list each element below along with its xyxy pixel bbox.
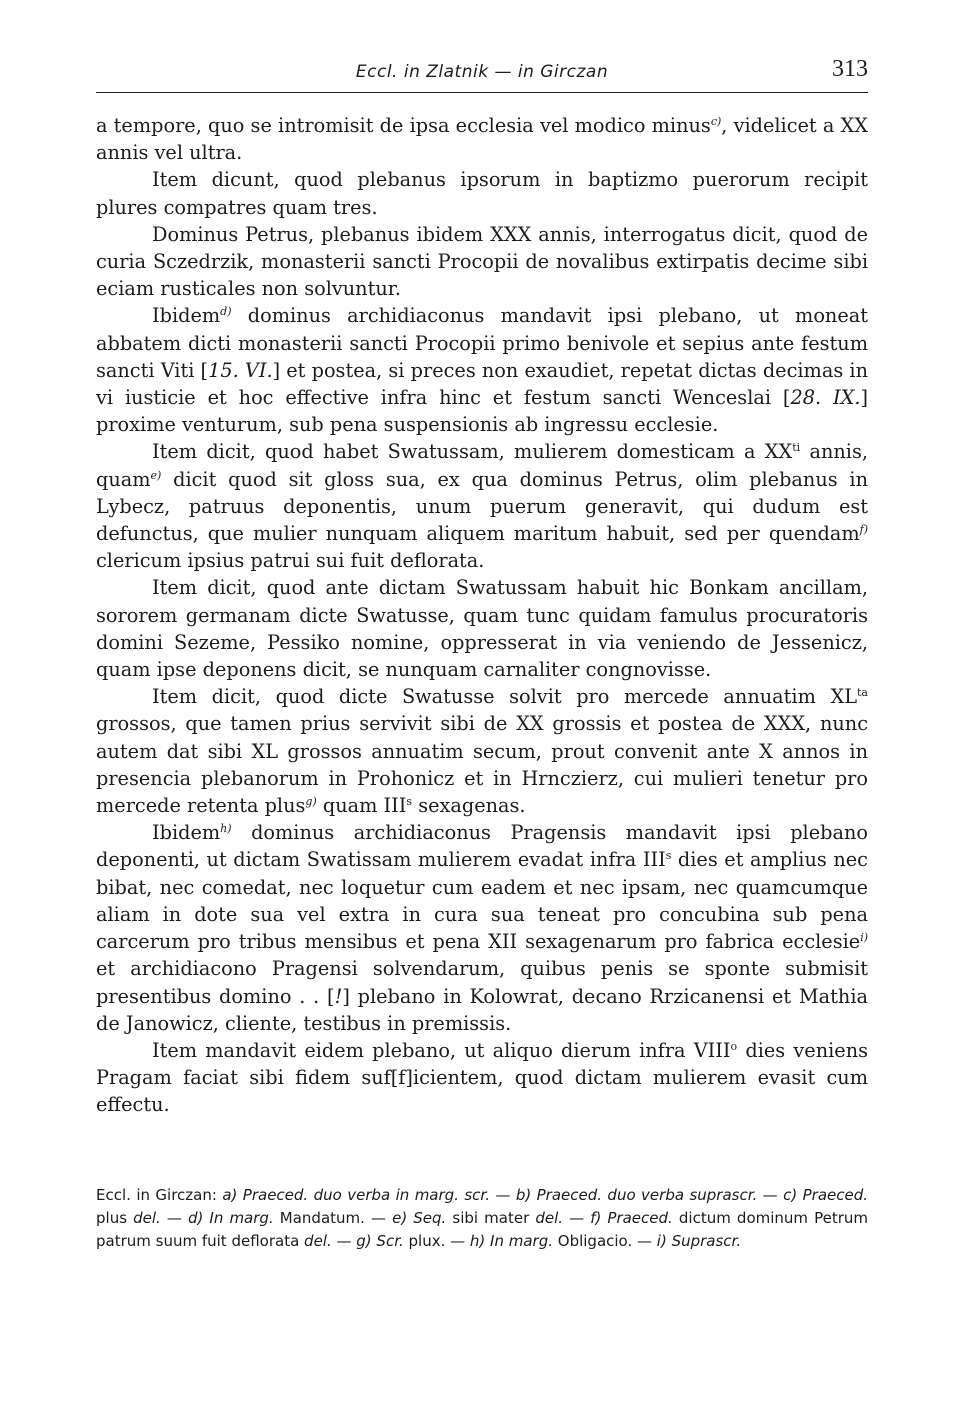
date-note: 15. VI. [208, 358, 273, 382]
footnote-h: h) In marg. [469, 1232, 553, 1250]
paragraph-8: Ibidem$^{h)}$ dominus archidiaconus Pragensis mandavit ipsi plebano deponenti, ut dictam Swatissam mulierem evadat infra III$^s$ dies et amplius nec bibat, nec comedat, nec loquetur cum eadem et nec ipsam, nec quamcumque aliam in dote sua vel extra in cura sua teneat pro concubina sub pena carcerum pro tribus mensibus et pena XII sexagenarum pro fabrica ecclesie$^{i)}$ et archidiacono Pragensi solvendarum, quibus penis se sponte submisit presentibus domino . . [!] plebano in Kolowrat, decano Rrzicanensi et Mathia de Janowicz, cliente, testibus in premissis. [96, 821, 868, 1035]
footnote-block: Eccl. in Girczan: a) Praeced. duo verba in marg. scr. — b) Praeced. duo verba suprascr. — c) Praeced. plus del. — d) In marg. Mandatum. — e) Seq. sibi mater del. — f) Praeced. dictum dominum Petrum patrum suum fuit deflorata del. — g) Scr. plux. — h) In marg. Obligacio. — i) Suprascr. [96, 1186, 869, 1250]
footnote-ref: g) [305, 795, 317, 809]
paragraph-6: Item dicit, quod ante dictam Swatussam habuit hic Bonkam ancillam, sororem germanam dicte Swatusse, quam tunc quidam famulus procuratoris domini Sezeme, Pessiko nomine, oppresserat in via veniendo de Jessenicz, quam ipse deponens dicit, se nunquam carnaliter congnovisse. [96, 576, 868, 682]
footnote-ref: f) [859, 523, 868, 537]
editorial-mark: ! [334, 984, 343, 1008]
superscript: o [730, 1039, 738, 1053]
paragraph-4: Ibidem$^{d)}$ dominus archidiaconus mandavit ipsi plebano, ut moneat abbatem dicti monasterii sancti Procopii primo benivole et sepius ante festum sancti Viti [15. VI.] et postea, si preces non exaudiet, repetat dictas decimas in vi iusticie et hoc effective infra hinc et festum sancti Wenceslai [28. IX.] proxime venturum, sub pena suspensionis ab ingressu ecclesie. [96, 304, 869, 437]
superscript: s [665, 849, 672, 863]
paragraph-9: Item mandavit eidem plebano, ut aliquo dierum infra VIII$^o$ dies veniens Pragam faciat sibi fidem suf[f]icientem, quod dictam mulierem evasit cum effectu. [96, 1038, 869, 1117]
footnote-ref: e) [150, 468, 162, 482]
footnote-ref: d) [220, 305, 232, 319]
superscript: ta [857, 686, 868, 700]
footnote-e: e) Seq. [392, 1209, 447, 1227]
footnote-f: f) Praeced. [590, 1209, 673, 1227]
footnote-ref: c) [710, 115, 722, 128]
paragraph-7: Item dicit, quod dicte Swatusse solvit pro mercede annuatim $XL^{ta}$ grossos, que tamen prius servivit sibi de XX grossis et postea de XXX, nunc autem dat sibi XL grossos annuatim secum, prout convenit ante X annos in presencia plebanorum in Prohonicz et in Hrnczierz, cui mulieri tenetur pro mercede retenta plus$^{g)}$ quam III$^s$ sexagenas. [96, 685, 868, 818]
page-number: 313 [832, 56, 868, 82]
superscript: s [406, 795, 413, 809]
footnote-ref: h) [220, 822, 232, 836]
date-note: 28. IX. [790, 386, 861, 410]
main-text [96, 112, 868, 1119]
footnote-b: b) Praeced. duo verba suprascr. [515, 1186, 758, 1204]
footnote-g: g) Scr. [356, 1232, 404, 1250]
superscript: ti [792, 441, 801, 455]
paragraph-3: Dominus Petrus, plebanus ibidem XXX annis, interrogatus dicit, quod de curia Sczedrzik, monasterii sancti Procopii de novalibus extirpatis decime sibi eciam rusticales non solvuntur. [96, 222, 868, 301]
footnote-ref: i) [860, 931, 868, 945]
paragraph-1: a tempore, quo se intromisit de ipsa ecclesia vel modico minus$^{c)}$, videlicet a XX annis vel ultra. [96, 114, 868, 165]
running-head [96, 56, 868, 93]
paragraph-2: Item dicunt, quod plebanus ipsorum in baptizmo puerorum recipit plures compatres quam tres. [96, 168, 868, 219]
footnote-i: i) Suprascr. [656, 1232, 742, 1250]
footnotes [96, 1184, 868, 1253]
footnote-a: a) Praeced. duo verba in marg. scr. [222, 1186, 490, 1204]
footnote-c: c) Praeced. [783, 1186, 869, 1204]
footnote-d: d) In marg. [187, 1209, 274, 1227]
running-title: Eccl. in Zlatnik — in Girczan [355, 62, 609, 82]
paragraph-5: Item dicit, quod habet Swatussam, mulierem domesticam a $XX^{ti}$ annis, quam$^{e)}$ dicit quod sit gloss sua, ex qua dominus Petrus, olim plebanus in Lybecz, patruus deponentis, unum puerum generavit, qui dudum est defunctus, que mulier nunquam aliquem maritum habuit, sed per quendam$^{f)}$ clericum ipsius patrui sui fuit deflorata. [96, 440, 868, 573]
